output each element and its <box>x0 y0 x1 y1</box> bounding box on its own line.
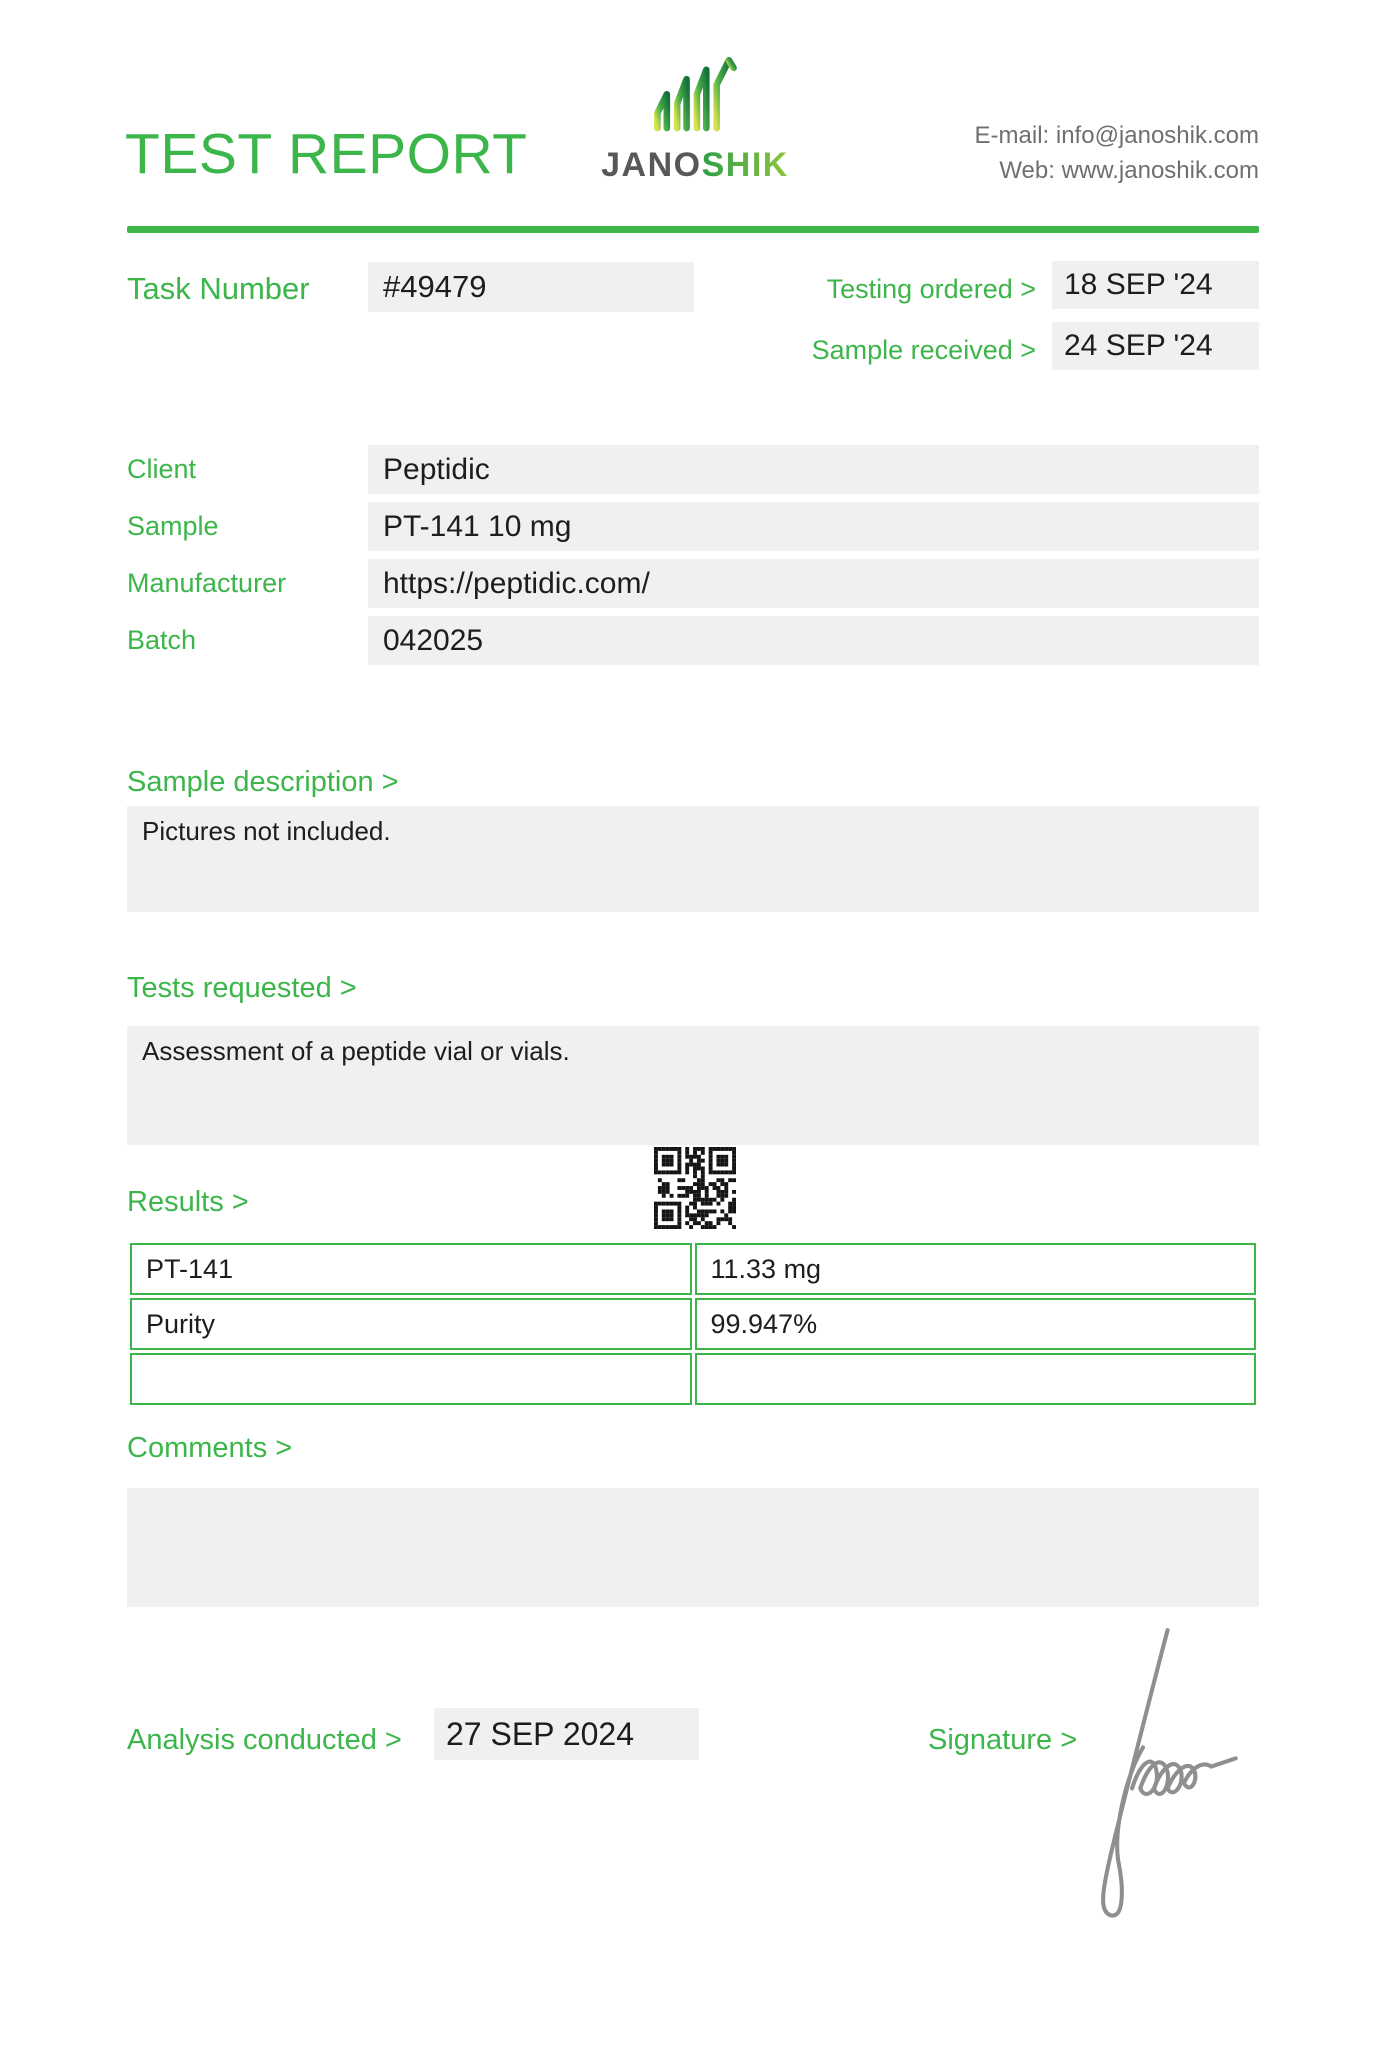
tests-requested-label: Tests requested > <box>127 972 357 1004</box>
analysis-conducted-label: Analysis conducted > <box>127 1724 402 1756</box>
sample-description-box: Pictures not included. <box>127 806 1259 912</box>
comments-box <box>127 1488 1259 1607</box>
result-value-cell: 11.33 mg <box>695 1243 1257 1295</box>
batch-value: 042025 <box>368 616 1259 665</box>
contact-info <box>975 118 1259 188</box>
sample-received-label: Sample received > <box>811 335 1036 365</box>
web-value: www.janoshik.com <box>1061 157 1259 184</box>
email-value: info@janoshik.com <box>1055 122 1259 149</box>
page-title: TEST REPORT <box>125 122 528 186</box>
result-name-cell <box>130 1353 692 1405</box>
task-number-label: Task Number <box>127 271 310 306</box>
web-label: Web: <box>999 157 1055 184</box>
table-row <box>130 1243 1256 1295</box>
sample-value: PT-141 10 mg <box>368 502 1259 551</box>
signature-scribble <box>1068 1622 1248 1922</box>
manufacturer-label: Manufacturer <box>127 568 287 598</box>
result-name-cell: PT-141 <box>130 1243 692 1295</box>
email-label: E-mail: <box>974 122 1050 149</box>
analysis-date-value: 27 SEP 2024 <box>434 1708 699 1760</box>
qr-code <box>654 1147 736 1229</box>
results-table <box>127 1240 1259 1408</box>
sample-label: Sample <box>127 511 219 541</box>
brand-name-left: JANO <box>601 146 702 184</box>
result-name-cell: Purity <box>130 1298 692 1350</box>
result-value-cell: 99.947% <box>695 1298 1257 1350</box>
testing-ordered-label: Testing ordered > <box>826 274 1036 304</box>
table-row <box>130 1353 1256 1405</box>
header-divider <box>127 226 1259 233</box>
sample-description-label: Sample description > <box>127 766 399 798</box>
task-number-value: #49479 <box>368 262 694 312</box>
testing-ordered-value: 18 SEP '24 <box>1052 261 1259 309</box>
signature-label: Signature > <box>928 1724 1078 1756</box>
sample-received-value: 24 SEP '24 <box>1052 322 1259 370</box>
chart-logo-icon <box>648 54 742 142</box>
brand-name-right: SHIK <box>701 146 789 184</box>
comments-label: Comments > <box>127 1432 293 1464</box>
result-value-cell <box>695 1353 1257 1405</box>
tests-requested-box: Assessment of a peptide vial or vials. <box>127 1026 1259 1145</box>
client-value: Peptidic <box>368 445 1259 494</box>
results-label: Results > <box>127 1186 249 1218</box>
table-row <box>130 1298 1256 1350</box>
brand-wordmark <box>578 146 812 185</box>
contact-email-line <box>975 118 1259 153</box>
client-label: Client <box>127 454 197 484</box>
contact-web-line <box>975 153 1259 188</box>
manufacturer-value: https://peptidic.com/ <box>368 559 1259 608</box>
batch-label: Batch <box>127 625 197 655</box>
